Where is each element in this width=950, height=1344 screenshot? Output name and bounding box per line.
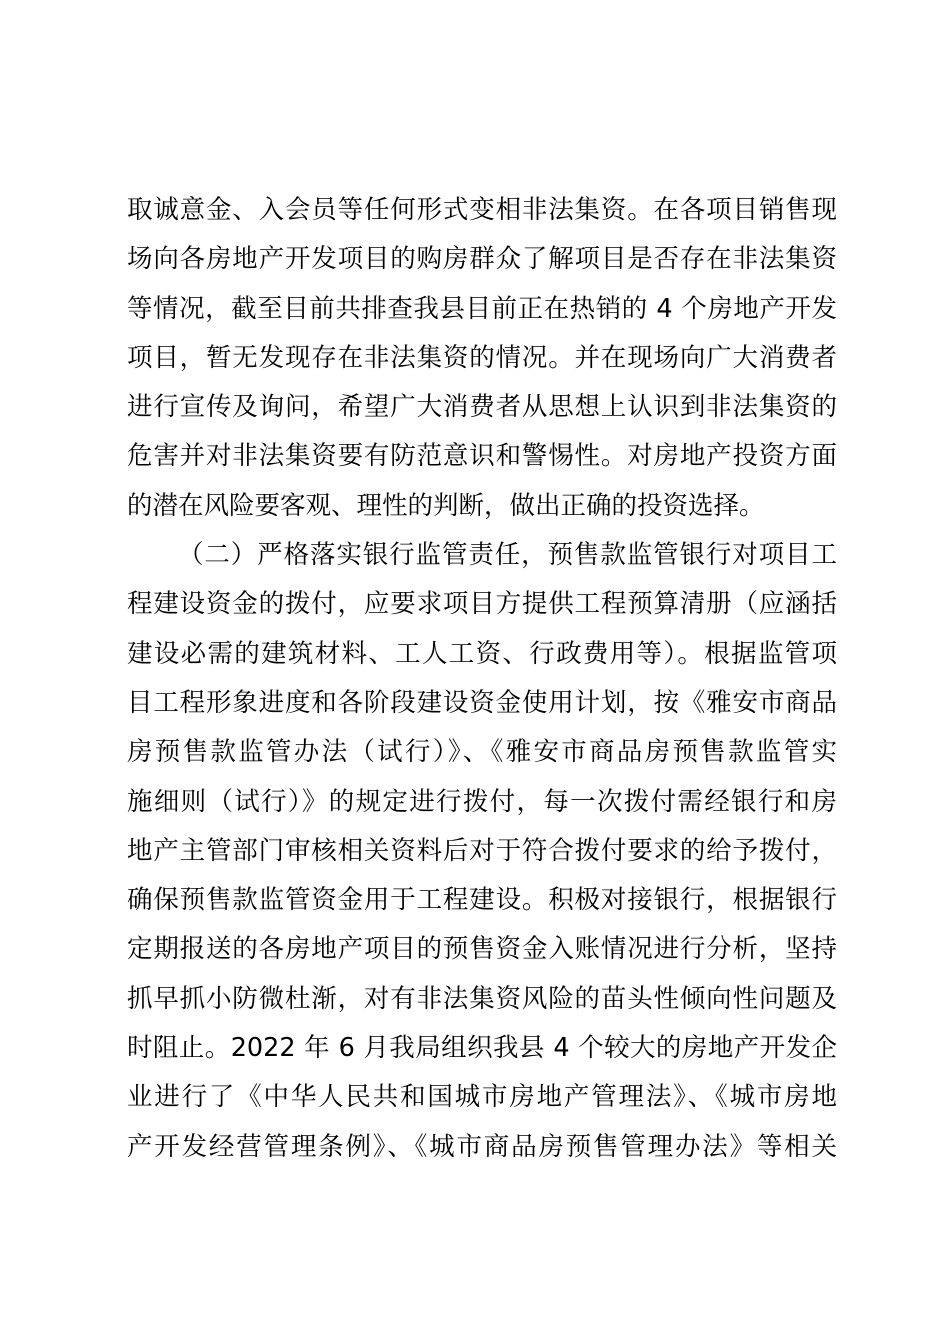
text-line: 抓早抓小防微杜渐，对有非法集资风险的苗头性倾向性问题及 <box>127 983 837 1014</box>
text-line: 取诚意金、入会员等任何形式变相非法集资。在各项目销售现 <box>127 195 837 225</box>
text-line: 地产主管部门审核相关资料后对于符合拨付要求的给予拨付， <box>127 835 837 866</box>
text-line: 确保预售款监管资金用于工程建设。积极对接银行，根据银行 <box>127 885 837 916</box>
text-line: 目工程形象进度和各阶段建设资金使用计划，按《雅安市商品 <box>127 687 837 718</box>
text-line: 等情况，截至目前共排查我县目前正在热销的 4 个房地产开发 <box>127 293 837 324</box>
text-line: 建设必需的建筑材料、工人工资、行政费用等）。根据监管项 <box>127 638 837 669</box>
text-line: 定期报送的各房地产项目的预售资金入账情况进行分析，坚持 <box>127 934 837 965</box>
text-line: 程建设资金的拨付，应要求项目方提供工程预算清册（应涵括 <box>127 589 837 620</box>
text-line: 施细则（试行）》的规定进行拨付，每一次拨付需经银行和房 <box>127 786 837 817</box>
text-line: 进行宣传及询问，希望广大消费者从思想上认识到非法集资的 <box>127 392 837 423</box>
text-line: 产开发经营管理条例》、《城市商品房预售管理办法》等相关 <box>127 1131 837 1162</box>
text-line: 危害并对非法集资要有防范意识和警惕性。对房地产投资方面 <box>127 441 837 472</box>
text-line: 场向各房地产开发项目的购房群众了解项目是否存在非法集资 <box>127 244 837 275</box>
text-line: 项目，暂无发现存在非法集资的情况。并在现场向广大消费者 <box>127 342 837 373</box>
section-heading-line: （二）严格落实银行监管责任，预售款监管银行对项目工 <box>178 540 837 571</box>
text-line: 的潜在风险要客观、理性的判断，做出正确的投资选择。 <box>127 490 765 521</box>
body-text <box>127 186 837 1172</box>
text-line: 房预售款监管办法（试行）》、《雅安市商品房预售款监管实 <box>127 737 837 768</box>
text-line: 业进行了《中华人民共和国城市房地产管理法》、《城市房地 <box>127 1082 837 1113</box>
text-line: 时阻止。2022 年 6 月我局组织我县 4 个较大的房地产开发企 <box>127 1033 837 1064</box>
